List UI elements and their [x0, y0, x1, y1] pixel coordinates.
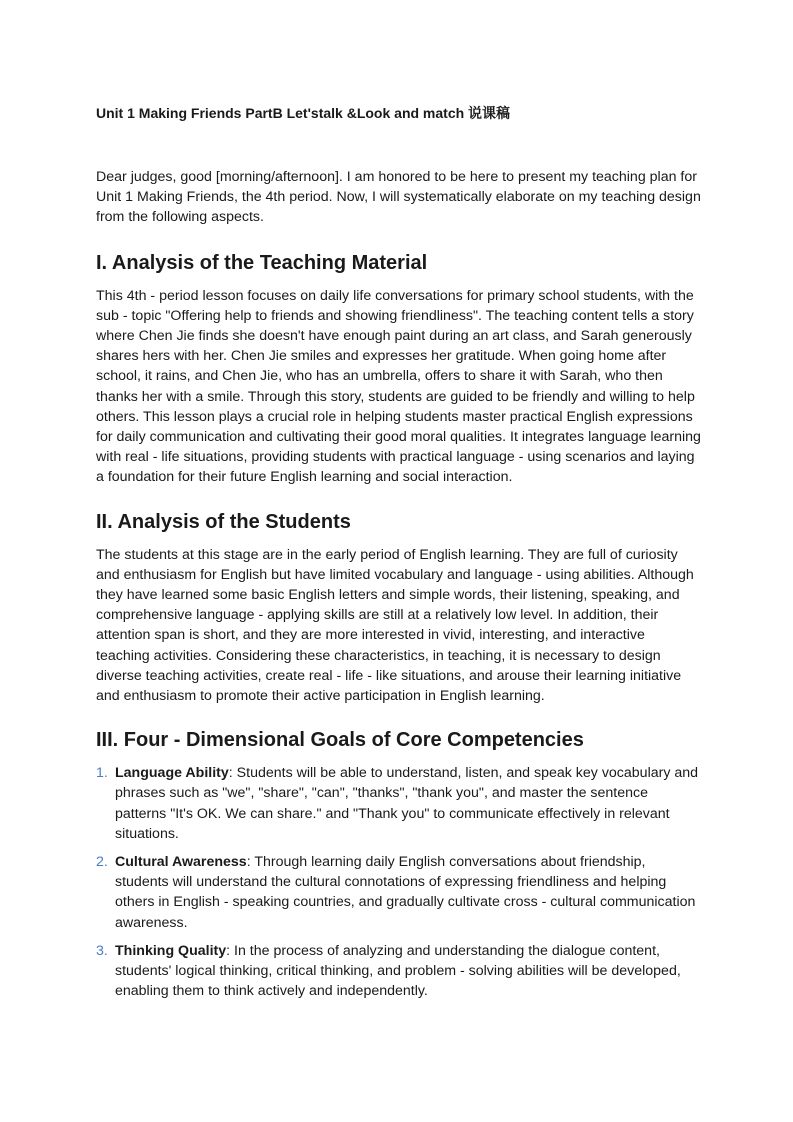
- list-number: 3.: [96, 942, 108, 959]
- goal-term-language-ability: Language Ability: [115, 765, 229, 782]
- goal-text: : Through learning daily English conversations about friendship, students will understand the cultural connotations of expressing friendliness and helping others in English - speaking countries, and gradually cultivate cross - cultural communication awareness.: [115, 854, 696, 931]
- section-heading-teaching-material: I. Analysis of the Teaching Material: [96, 251, 428, 274]
- list-number: 2.: [96, 854, 108, 871]
- goal-text: : Students will be able to understand, listen, and speak key vocabulary and phrases such as "we", "share", "can", "thanks", "thank you", and master the sentence patterns "It's OK. We can share." and "Thank you" to communicate effectively in relevant situations.: [115, 765, 699, 842]
- section-body-students: The students at this stage are in the early period of English learning. They are full of curiosity and enthusiasm for English but have limited vocabulary and language - using abilities. Although they have learned some basic English letters and simple words, their listening, speaking, and comprehensive language - applying skills are still at a relatively low level. In addition, their attention span is short, and they are more interested in vivid, interesting, and interactive teaching activities. Considering these characteristics, in teaching, it is necessary to design diverse teaching activities, create real - life - like situations, and arouse their learning initiative and enthusiasm to promote their active participation in English learning.: [96, 546, 694, 705]
- list-number: 1.: [96, 765, 108, 782]
- list-item: [96, 852, 701, 933]
- goal-text: : In the process of analyzing and understanding the dialogue content, students' logical thinking, critical thinking, and problem - solving abilities will be developed, enabling them to think actively and independently.: [115, 942, 681, 1000]
- goals-list: [96, 763, 701, 1001]
- list-item: [96, 763, 701, 844]
- section-heading-core-competencies: III. Four - Dimensional Goals of Core Competencies: [96, 729, 584, 752]
- document-title: Unit 1 Making Friends PartB Let'stalk &Look and match 说课稿: [96, 105, 511, 121]
- goal-term-cultural-awareness: Cultural Awareness: [115, 854, 247, 871]
- section-heading-students: II. Analysis of the Students: [96, 510, 351, 533]
- list-item: [96, 941, 701, 1002]
- intro-paragraph: Dear judges, good [morning/afternoon]. I am honored to be here to present my teaching plan for Unit 1 Making Friends, the 4th period. Now, I will systematically elaborate on my teaching design from the following aspects.: [96, 169, 701, 226]
- section-body-teaching-material: This 4th - period lesson focuses on daily life conversations for primary school students, with the sub - topic "Offering help to friends and showing friendliness". The teaching content tells a story where Chen Jie finds she doesn't have enough paint during an art class, and Sarah generously shares hers with her. Chen Jie smiles and expresses her gratitude. When going home after school, it rains, and Chen Jie, who has an umbrella, offers to share it with Sarah, who then thanks her with a smile. Through this story, students are guided to be friendly and willing to help others. This lesson plays a crucial role in helping students master practical English expressions for daily communication and cultivating their good moral qualities. It integrates language learning with real - life situations, providing students with practical language - using scenarios and laying a foundation for their future English learning and social interaction.: [96, 287, 701, 486]
- goal-term-thinking-quality: Thinking Quality: [115, 942, 227, 959]
